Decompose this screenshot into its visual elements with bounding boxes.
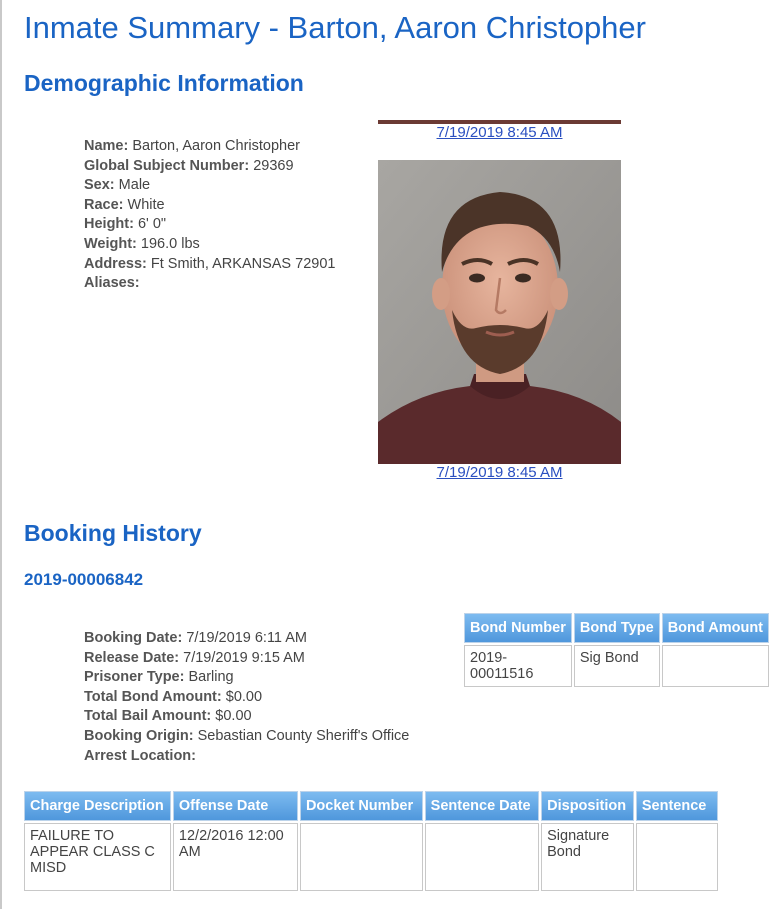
address-value: Ft Smith, ARKANSAS 72901 <box>150 255 336 272</box>
mugshot-photo[interactable] <box>378 160 621 464</box>
photo-date-link-1[interactable]: 7/19/2019 8:45 AM <box>436 124 563 141</box>
weight-value: 196.0 lbs <box>140 235 200 252</box>
height-row: Height: 6' 0" <box>84 216 167 233</box>
arrest-location-row: Arrest Location: <box>84 747 196 764</box>
total-bail-amount-value: $0.00 <box>215 708 252 725</box>
prisoner-type-row: Prisoner Type: Barling <box>84 669 234 686</box>
bond-amount-header[interactable]: Bond Amount <box>662 613 769 643</box>
charge-table <box>22 789 720 893</box>
bond-number-header[interactable]: Bond Number <box>464 613 572 643</box>
race-row: Race: White <box>84 196 165 213</box>
table-row <box>24 823 718 891</box>
sex-value: Male <box>118 177 151 194</box>
disposition-header[interactable]: Disposition <box>541 791 634 821</box>
bond-number-cell: 2019-00011516 <box>464 645 572 687</box>
page-title: Inmate Summary - Barton, Aaron Christopher <box>24 10 646 45</box>
offense-date-header[interactable]: Offense Date <box>173 791 298 821</box>
bond-type-header[interactable]: Bond Type <box>574 613 660 643</box>
global-subject-number-value: 29369 <box>253 157 294 174</box>
bond-type-cell: Sig Bond <box>574 645 660 687</box>
sentence-header[interactable]: Sentence <box>636 791 718 821</box>
total-bond-amount-row: Total Bond Amount: $0.00 <box>84 688 263 705</box>
bond-table-header <box>464 613 769 643</box>
booking-date-row: Booking Date: 7/19/2019 6:11 AM <box>84 630 307 646</box>
name-row: Name: Barton, Aaron Christopher <box>84 138 301 154</box>
photo-date-link-2[interactable]: 7/19/2019 8:45 AM <box>436 464 563 481</box>
table-row <box>464 645 769 687</box>
sentence-cell <box>636 823 718 891</box>
booking-origin-value: Sebastian County Sheriff's Office <box>197 727 410 744</box>
page-left-border <box>0 0 2 909</box>
sentence-date-header[interactable]: Sentence Date <box>425 791 539 821</box>
disposition-cell: Signature Bond <box>541 823 634 891</box>
bond-amount-cell <box>662 645 769 687</box>
total-bail-amount-row: Total Bail Amount: $0.00 <box>84 708 252 725</box>
booking-number: 2019-00006842 <box>24 570 144 589</box>
offense-date-cell: 12/2/2016 12:00 AM <box>173 823 298 891</box>
charge-description-header[interactable]: Charge Description <box>24 791 171 821</box>
aliases-row: Aliases: <box>84 275 140 292</box>
docket-number-cell <box>300 823 423 891</box>
booking-date-value: 7/19/2019 6:11 AM <box>186 630 307 646</box>
bond-table <box>462 611 771 689</box>
booking-info-list <box>84 629 409 766</box>
total-bond-amount-value: $0.00 <box>225 688 263 705</box>
prisoner-type-value: Barling <box>188 669 234 686</box>
charge-table-header <box>24 791 718 821</box>
docket-number-header[interactable]: Docket Number <box>300 791 423 821</box>
name-value: Barton, Aaron Christopher <box>132 138 301 154</box>
height-value: 6' 0" <box>137 216 167 233</box>
race-value: White <box>127 196 165 213</box>
address-row: Address: Ft Smith, ARKANSAS 72901 <box>84 255 336 272</box>
booking-origin-row: Booking Origin: Sebastian County Sheriff's Office <box>84 727 410 744</box>
booking-history-heading: Booking History <box>24 520 202 546</box>
release-date-value: 7/19/2019 9:15 AM <box>183 649 305 666</box>
weight-row: Weight: 196.0 lbs <box>84 235 200 252</box>
charge-description-cell: FAILURE TO APPEAR CLASS C MISD <box>24 823 171 891</box>
sex-row: Sex: Male <box>84 177 151 194</box>
release-date-row: Release Date: 7/19/2019 9:15 AM <box>84 649 305 666</box>
demographic-heading: Demographic Information <box>24 70 304 96</box>
global-subject-number-row: Global Subject Number: 29369 <box>84 157 294 174</box>
demographic-info-list <box>84 137 335 294</box>
sentence-date-cell <box>425 823 539 891</box>
